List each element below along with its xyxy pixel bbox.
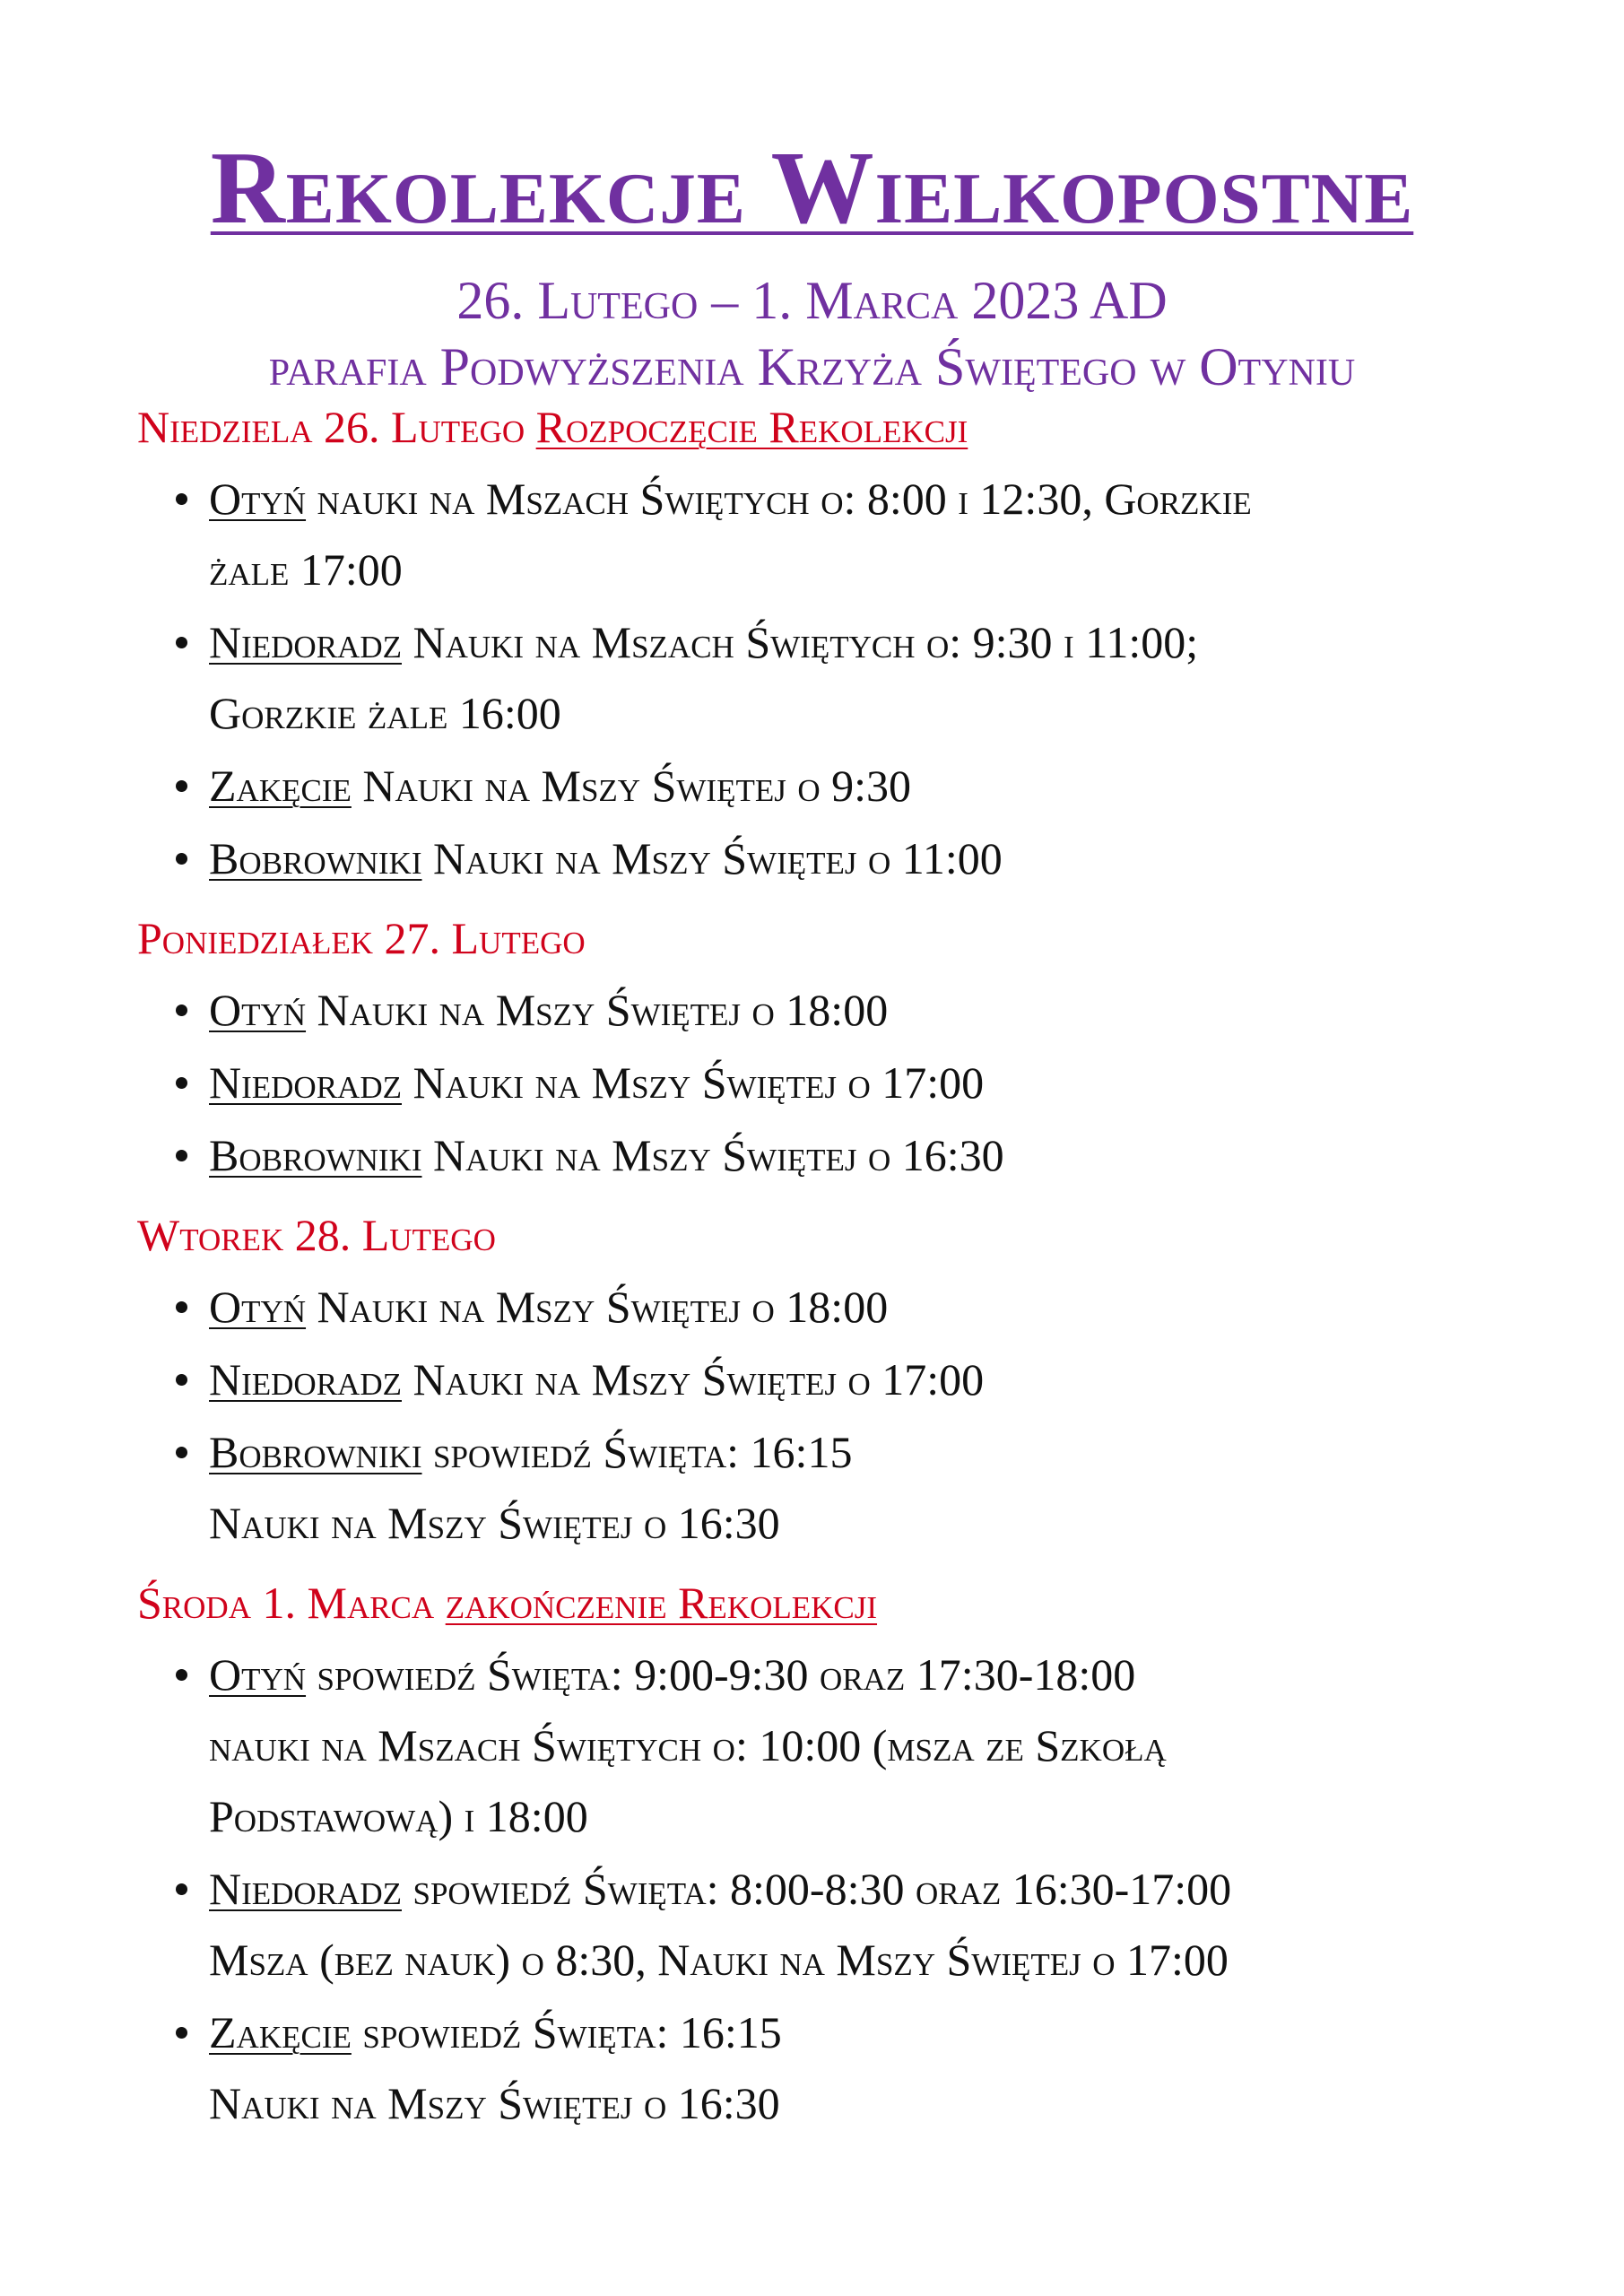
bullet-icon (176, 493, 187, 505)
place-name: Zakęcie (209, 2007, 352, 2057)
schedule-item (137, 1048, 1536, 1118)
bullet-icon (176, 1447, 187, 1458)
item-line (209, 1710, 1536, 1781)
item-text: żale 17:00 (209, 544, 403, 595)
item-line (209, 1639, 1536, 1710)
schedule-list (137, 464, 1536, 894)
item-text: nauki na Mszach Świętych o: 8:00 i 12:30, Gorzkie (317, 474, 1252, 524)
item-text: Nauki na Mszy Świętej o 16:30 (209, 1498, 780, 1548)
place-name: Niedoradz (209, 617, 402, 667)
bullet-icon (176, 1077, 187, 1089)
schedule-list (137, 975, 1536, 1191)
item-line (209, 1417, 1536, 1488)
schedule-item (137, 464, 1536, 605)
schedule (137, 399, 1536, 2155)
item-line (209, 975, 1536, 1046)
parish-name: parafia Podwyższenia Krzyża Świętego w Otyniu (268, 337, 1356, 396)
bullet-icon (176, 1301, 187, 1313)
schedule-item (137, 1639, 1536, 1852)
place-name: Otyń (209, 1649, 307, 1700)
bullet-icon (176, 1669, 187, 1681)
bullet-icon (176, 2027, 187, 2039)
bullet-icon (176, 1150, 187, 1161)
schedule-item (137, 1417, 1536, 1559)
item-text: Nauki na Mszy Świętej o 11:00 (433, 833, 1003, 883)
item-text: Nauki na Mszy Świętej o 17:00 (413, 1057, 985, 1108)
place-name: Niedoradz (209, 1354, 402, 1405)
item-line (209, 1272, 1536, 1343)
item-line (209, 1854, 1536, 1925)
day-note: Rozpoczęcie Rekolekcji (535, 402, 968, 452)
item-text: spowiedź Święta: 9:00-9:30 oraz 17:30-18:00 (317, 1649, 1136, 1700)
place-name: Bobrowniki (209, 833, 422, 883)
schedule-item (137, 1854, 1536, 1996)
item-line (209, 678, 1536, 749)
item-text: spowiedź Święta: 16:15 (362, 2007, 782, 2057)
day-section (137, 1207, 1536, 1559)
item-text: Nauki na Mszy Świętej o 16:30 (209, 2078, 780, 2128)
item-text: Gorzkie żale 16:00 (209, 688, 561, 738)
schedule-item (137, 607, 1536, 749)
bullet-icon (176, 637, 187, 648)
header (0, 131, 1624, 396)
item-line (209, 2068, 1536, 2139)
bullet-icon (176, 1004, 187, 1016)
schedule-item (137, 1120, 1536, 1191)
place-name: Bobrowniki (209, 1427, 422, 1477)
item-line (209, 1488, 1536, 1559)
item-text: Nauki na Mszy Świętej o 16:30 (433, 1130, 1004, 1180)
item-line (209, 1781, 1536, 1852)
day-section (137, 910, 1536, 1191)
item-line (209, 1344, 1536, 1415)
day-heading-text: Wtorek 28. Lutego (137, 1210, 496, 1260)
date-range: 26. Lutego – 1. Marca 2023 AD (456, 271, 1168, 330)
place-name: Otyń (209, 1282, 307, 1332)
item-text: Nauki na Mszy Świętej o 18:00 (317, 1282, 889, 1332)
place-name: Bobrowniki (209, 1130, 422, 1180)
item-line (209, 464, 1536, 535)
item-line (209, 1120, 1536, 1191)
schedule-item (137, 823, 1536, 894)
item-text: spowiedź Święta: 16:15 (433, 1427, 853, 1477)
bullet-icon (176, 853, 187, 865)
schedule-item (137, 975, 1536, 1046)
schedule-item (137, 1272, 1536, 1343)
item-text: Msza (bez nauk) o 8:30, Nauki na Mszy Świętej o 17:00 (209, 1935, 1229, 1985)
day-heading (137, 910, 1536, 966)
item-text: Nauki na Mszy Świętej o 18:00 (317, 985, 889, 1035)
day-section (137, 399, 1536, 894)
schedule-item (137, 1344, 1536, 1415)
item-text: spowiedź Święta: 8:00-8:30 oraz 16:30-17:00 (413, 1864, 1232, 1914)
day-heading-text: Poniedziałek 27. Lutego (137, 913, 586, 963)
item-line (209, 607, 1536, 678)
schedule-item (137, 1997, 1536, 2139)
item-text: Nauki na Mszach Świętych o: 9:30 i 11:00; (413, 617, 1199, 667)
day-heading-text: Środa 1. Marca (137, 1578, 435, 1628)
day-heading-text: Niedziela 26. Lutego (137, 402, 525, 452)
item-line (209, 535, 1536, 605)
item-text: Podstawową) i 18:00 (209, 1791, 588, 1841)
day-heading (137, 399, 1536, 455)
item-text: Nauki na Mszy Świętej o 17:00 (413, 1354, 985, 1405)
place-name: Otyń (209, 985, 307, 1035)
day-section (137, 1575, 1536, 2139)
item-line (209, 751, 1536, 822)
day-heading (137, 1575, 1536, 1631)
schedule-item (137, 751, 1536, 822)
schedule-list (137, 1639, 1536, 2139)
schedule-list (137, 1272, 1536, 1559)
place-name: Niedoradz (209, 1864, 402, 1914)
item-line (209, 1997, 1536, 2068)
item-text: Nauki na Mszy Świętej o 9:30 (362, 761, 912, 811)
page-title: Rekolekcje Wielkopostne (210, 131, 1414, 245)
item-text: nauki na Mszach Świętych o: 10:00 (msza ze Szkołą (209, 1720, 1167, 1770)
place-name: Niedoradz (209, 1057, 402, 1108)
day-note: zakończenie Rekolekcji (445, 1578, 878, 1628)
item-line (209, 1925, 1536, 1996)
item-line (209, 823, 1536, 894)
item-line (209, 1048, 1536, 1118)
bullet-icon (176, 780, 187, 792)
place-name: Otyń (209, 474, 307, 524)
bullet-icon (176, 1374, 187, 1386)
day-heading (137, 1207, 1536, 1263)
place-name: Zakęcie (209, 761, 352, 811)
bullet-icon (176, 1883, 187, 1895)
